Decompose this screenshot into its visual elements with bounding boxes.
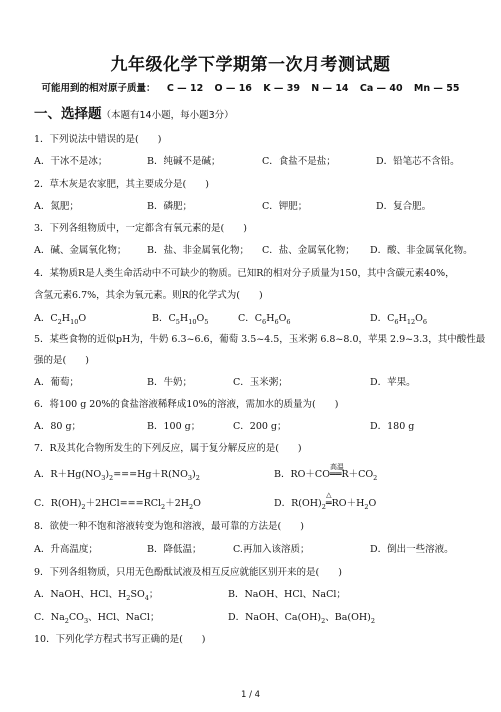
section-heading bbox=[34, 102, 234, 122]
question-9-option-d: D．NaOH、$Ca(OH)_2$、$Ba(OH)_2$ bbox=[228, 612, 376, 625]
question-2-stem: 2．草木灰是农家肥，其主要成分是( ) bbox=[34, 179, 209, 190]
question-4-option-a: A．$C_2H_{10}O$ bbox=[34, 313, 87, 326]
question-9-option-b: B．NaOH、HCl、NaCl； bbox=[228, 589, 346, 600]
atomic-mass-n: N — 14 bbox=[311, 83, 349, 94]
reaction-condition-arrow: ══ 高温 bbox=[329, 463, 344, 480]
question-1-option-b: B．纯碱不是碱； bbox=[147, 156, 221, 167]
atomic-mass-o: O — 16 bbox=[214, 83, 252, 94]
question-2-option-a: A．氮肥； bbox=[34, 201, 79, 212]
question-6-stem: 6．将100 g 20%的食盐溶液稀释成10%的溶液，需加水的质量为( ) bbox=[34, 399, 339, 410]
question-9-option-a: A．NaOH、HCl、$H_2SO_4$； bbox=[34, 589, 159, 602]
question-8-option-c: C.再加入该溶质； bbox=[233, 544, 310, 555]
question-10-stem: 10．下列化学方程式书写正确的是( ) bbox=[34, 634, 206, 645]
question-3-option-a: A．碱、金属氧化物； bbox=[34, 245, 127, 256]
question-9-option-c: C．$Na_2CO_3$、HCl、NaCl； bbox=[34, 612, 160, 625]
question-8-option-b: B．降低温； bbox=[147, 544, 202, 555]
question-8-stem: 8．欲使一种不饱和溶液转变为饱和溶液，最可靠的方法是( ) bbox=[34, 521, 304, 532]
question-1-option-d: D．铅笔芯不含铅。 bbox=[376, 156, 460, 167]
question-7-option-c: C．$R(OH)_2+2HCl===RCl_2+2H_2O$ bbox=[34, 498, 201, 511]
question-8-option-d: D．倒出一些溶液。 bbox=[370, 544, 454, 555]
atomic-mass-mn: Mn — 55 bbox=[413, 83, 460, 94]
question-8-option-a: A．升高温度； bbox=[34, 544, 98, 555]
question-3-option-d: D．酸、非金属氧化物。 bbox=[370, 245, 473, 256]
atomic-mass-c: C — 12 bbox=[166, 83, 204, 94]
question-7-option-d: D．$R(OH)_2═$ △ $RO+H_2O$ bbox=[274, 491, 377, 511]
question-9-stem: 9．下列各组物质，只用无色酚酞试液及相互反应就能区别开来的是( ) bbox=[34, 567, 342, 578]
atomic-mass-label: 可能用到的相对原子质量： bbox=[41, 83, 156, 94]
question-6-option-a: A．80 g； bbox=[34, 421, 82, 432]
question-6-option-d: D．180 g bbox=[370, 421, 415, 432]
question-2-option-b: B．磷肥； bbox=[147, 201, 192, 212]
question-4-stem-line-1: 4．某物质R是人类生命活动中不可缺少的物质。已知R的相对分子质量为150，其中含碳元素40%， bbox=[34, 268, 455, 279]
question-4-option-c: C．$C_6H_6O_6$ bbox=[238, 313, 291, 326]
question-5-stem-line-1: 5．某些食物的近似pH为，牛奶 6.3~6.6，葡萄 3.5~4.5，玉米粥 6.8~8.0，苹果 2.9~3.3，其中酸性最 bbox=[34, 334, 486, 345]
section-title: 一、选择题 bbox=[34, 106, 102, 122]
question-5-option-b: B．牛奶； bbox=[147, 377, 192, 388]
question-4-option-d: D．$C_6H_{12}O_6$ bbox=[370, 313, 428, 326]
question-1-stem: 1．下列说法中错误的是( ) bbox=[34, 134, 162, 145]
question-5-option-a: A．葡萄； bbox=[34, 377, 79, 388]
atomic-mass-ca: Ca — 40 bbox=[359, 83, 403, 94]
page-number: 1 / 4 bbox=[240, 690, 261, 700]
question-1-option-a: A．干冰不是冰； bbox=[34, 156, 108, 167]
question-5-option-c: C．玉米粥； bbox=[233, 377, 288, 388]
question-5-stem-line-2: 强的是( ) bbox=[34, 355, 89, 366]
question-5-option-d: D．苹果。 bbox=[370, 377, 416, 388]
atomic-mass-k: K — 39 bbox=[263, 83, 300, 94]
question-7-option-a: A．$R+Hg(NO_3)_2===Hg+R(NO_3)_2$ bbox=[34, 469, 200, 482]
question-2-option-d: D．复合肥。 bbox=[376, 201, 432, 212]
question-1-option-c: C．食盐不是盐； bbox=[262, 156, 336, 167]
question-6-option-b: B．100 g； bbox=[147, 421, 201, 432]
question-4-option-b: B．$C_5H_{10}O_5$ bbox=[152, 313, 209, 326]
question-3-option-c: C．盐、金属氧化物； bbox=[262, 245, 355, 256]
page-title: 九年级化学下学期第一次月考测试题 bbox=[110, 55, 391, 75]
question-7-option-b: B．RO＋CO══ 高温 $R+CO_2$ bbox=[274, 463, 378, 482]
question-4-stem-line-2: 含氢元素6.7%，其余为氧元素。则R的化学式为( ) bbox=[34, 290, 263, 301]
question-3-stem: 3．下列各组物质中，一定都含有氧元素的是( ) bbox=[34, 223, 247, 234]
atomic-mass-line bbox=[0, 80, 501, 94]
question-2-option-c: C．钾肥； bbox=[262, 201, 308, 212]
reaction-condition-heat: ═ △ bbox=[325, 491, 332, 509]
section-note: （本题有14小题，每小题3分） bbox=[101, 110, 234, 121]
question-6-option-c: C．200 g； bbox=[233, 421, 287, 432]
question-7-stem: 7．R及其化合物所发生的下列反应，属于复分解反应的是( ) bbox=[34, 443, 302, 454]
question-3-option-b: B．盐、非金属氧化物； bbox=[147, 245, 249, 256]
